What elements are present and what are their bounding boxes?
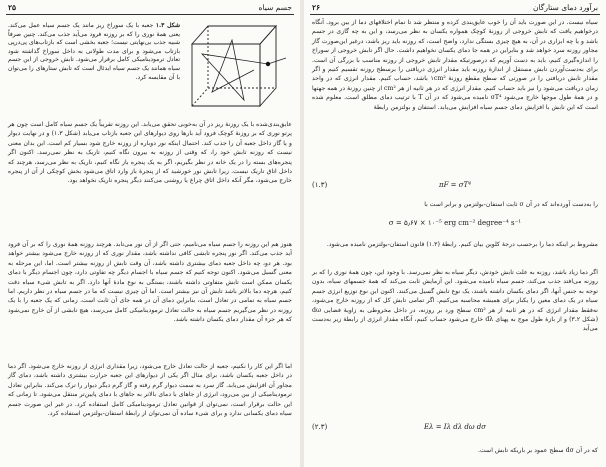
box-top-face [192, 26, 276, 44]
right-para-2: را به‌دست آورده‌اند که در آن σ ثابت استفان-بولتزمن و برابر است با [424, 201, 598, 208]
box-hole [266, 62, 270, 66]
caption-text: جعبه با یک سوراخ ریز مانند یک جسم سیاه عمل می‌کند. یعنی همهٔ نوری را که بر روزنه فرود می‌آید جذب می‌کند. چنین صرفاً شبیه جذب بی‌نهایتی نیست؛ جعبه بخشی است که بازتاب‌های پی‌درپی بازتاب می‌شود و برای مدت طولانی به داخل سوراخ گذاشته شود تعادل ترمودینامیکی کامل برقرار می‌شود. تابش خروجی از این جسم سیاه همانند یک جسم سیاه ایدئال است که تابش ستارهای را می‌توان با آن مقایسه کرد. [8, 22, 180, 81]
right-header-rule [310, 14, 600, 15]
left-para-3: اما اگر این کار را نکنیم، جعبه از حالت تعادل خارج می‌شود، زیرا مقداری انرژی از روزنه خارج می‌شود. اگر دما در داخل جعبه یکسان باشد، برای مثال اگر یکی از دیوارهای این جعبه حرارت بیشتری داشته باشد، دمای گاز مجاور آن افزایش می‌یابد. گاز سرد به سمت دیوار گرم رفته و گاز گرم دیگر دیوار را ترک می‌کند. بنابراین تعادل ترمودینامیکی از بین می‌رود، انرژی از جاهای با دمای بالاتر به جاهای با دمای پایین‌تر منتقل می‌شود. تا زمانی که این حالت برقرار است، نمی‌توان از قوانین تعادل ترمودینامیکی کامل استفاده کرد. در غیر این صورت جسم سیاه دمای یکسانی ندارد و برای شیء ساده آن نمی‌توان از رابطهٔ استفان-بولتزمن استفاده کرد. [8, 363, 292, 418]
equation-1-3-formula: πF = σT⁴ [438, 181, 472, 189]
equation-2-3 [312, 420, 598, 434]
left-page [0, 0, 300, 467]
sigma-formula: σ = ۵٫۶۷ × ۱۰⁻⁵ erg cm⁻² degree⁻⁴ s⁻¹ [388, 219, 522, 227]
left-para-1: عایق‌بندی‌شده با یک روزنهٔ ریز در آن به‌خوبی تحقق می‌یابد. این روزنه تقریباً یک جسم سیاه کامل است چون هر پرتو نوری که بر روزنهٔ کوچک فرود آید بارها روی دیوارهای این جعبه بازتاب می‌یابد (شکل ۱.۳) و در نهایت دیوار و یا گاز داخل جعبه آن را جذب کند. احتمال اینکه نور دوباره از روزنه خارج شود بسیار کم است. این بدان معنی نیست که روزنه تابش خود را، که وقتی از روزنه به بیرون نگاه کنیم، تاریک به نظر نمی‌رسد. اکنون اگر پنجره‌های بسته را در یک خانه در نظر بگیریم، اگر به یک پنجره باز نگاه کنیم، تاریک به نظر می‌رسد، هرچند که داخل اتاق تاریک نیست. زیرا تابش نور خورشید که از پنجرهٔ باز وارد اتاق می‌شود بخش کوچکی از آن از پنجره خارج می‌شود، مگر آنکه داخل اتاق چراغ یا روشنی می‌کنند دیگر پنجره تاریک نخواهد بود. [8, 121, 292, 185]
box-front-face [192, 44, 260, 106]
right-page [304, 0, 606, 467]
right-para-5: که در آن dσ سطح عمود بر باریکه تابش است. [478, 447, 598, 454]
caption-label: شکل ۱.۳ [155, 22, 180, 29]
sigma-equation [312, 216, 598, 230]
right-page-number: ۲۶ [312, 3, 321, 12]
right-para-4: اگر دما زیاد باشد، روزنه به علت تابش خودش، دیگر سیاه به نظر نمی‌رسد. با وجود این، چون همهٔ نوری را که بر روزنه می‌افتد جذب می‌کند، جسم سیاه نامیده می‌شود. این آزمایش ثابت می‌کند که همهٔ جسمهای سیاه، بدون توجه به جنس آنها، اگر دمای یکسان داشته باشند، یک نوع تابش گسیل می‌کنند. اکنون این نوع توزیع انرژی جسم سیاه در یک دمای معین را یکبار برای همیشه محاسبه می‌کنیم. اگر تمامی تابش کل که از روزنه خارج می‌شود، نه‌فقط مقدار انرژی که در هر ثانیه از هر cm² سطح ورد بر روزنه، در داخل مخروطی به زاویهٔ فضایی dω (شکل ۳.۲) و از بازهٔ طول موج به پهنای dλ خارج می‌شود حساب کنیم، آنگاه مقدار انرژی از رابطهٔ زیر به‌دست می‌آید [312, 269, 599, 333]
blackbody-box-figure [174, 18, 292, 118]
right-header-title: برآورد دمای ستارگان [533, 3, 598, 12]
equation-1-3-number: (۱.۳) [312, 181, 328, 189]
left-header-rule [6, 14, 294, 15]
left-header-title: جسم سیاه [258, 3, 292, 12]
figure-caption [8, 22, 180, 82]
equation-2-3-formula: Eλ = Iλ dλ dω dσ [423, 423, 487, 431]
equation-1-3 [312, 178, 598, 192]
right-para-3: مشروط بر اینکه دما را برحسب درجهٔ کلوین بیان کنیم. رابطهٔ (۱.۳) قانون استفان-بولتزمن نامیده می‌شود. [326, 241, 598, 248]
equation-2-3-number: (۲.۳) [312, 423, 328, 431]
box-hidden-edge-1 [192, 88, 208, 106]
left-para-2: هنوز هم این روزنه را جسم سیاه می‌نامیم، حتی اگر از آن نور می‌تابد. هرچند روزنه همهٔ نوری را که بر آن فرود آید جذب می‌کند. اگر نور پنجره تابشی کافی نداشته باشد، مقدار نوری که از روزنه خارج می‌شود بیشتر خواهد بود. هر دو، چه داخل جعبه دمای بیشتری داشته باشد، آن وقت تابش از روزنه بیشتر است. اما، این مرحله به معنی گسیل می‌شود. اکنون توجه کنیم که جسم سیاه با اجسام دیگر چه تفاوتی دارد، چون اجسام دیگر با دمای یکسان ممکن است تابش متفاوتی داشته باشند، بستگی به نوع مادهٔ آنها دارد. اگر به تابش شیء سیاه دقت کنیم، هرچه دما بالاتر باشد تابش آن نیز بیشتر است. اما آن چیزی نیست که ما در جسم سیاه در نظر داریم. اما جسم سیاه به تمامی در تعادل است، بنابراین دمای آن در همه جای آن ثابت است. زمانی که یک جعبه را با یک روزنه در نظر می‌گیریم جسم سیاه به حالت تعادل ترمودینامیکی کامل می‌رسد، هیچ تابشی از آن خارج نمی‌شود که هر جزء آن مقدار دمای یکسان داشته باشد. [8, 241, 292, 324]
left-page-number: ۲۵ [8, 3, 17, 12]
right-para-1: سیاه نیست. در این صورت باید آن را خوب عایق‌بندی کرده و منتظر شد تا تمام اختلافهای دما از بین برود. آنگاه درخواهیم یافت که تابش خروجی از روزنهٔ کوچک همواره یکسان به نظر می‌رسد، و این به چه گازی در جسم باشد و یا چه ابزاری در آن، به هیچ چیزی بستگی ندارد، واضح است، که روزنه باید ریز باشد، درغیر این‌صورت گاز مجاور روزنه سرد خواهد شد و بنابراین در همه جا دمای یکسان نخواهیم داشت. حال اگر تابش خروجی از سوراخ را اندازه‌گیری کنیم، باید به دست آوریم که درصورتیکه مقدار تابش خروجی از روزنه مناسب با بزرگی آن است. برای به‌دست‌آوردن تابش مستقل از اندازهٔ روزنه باید مقدار انرژی دریافتی را برسطح روزنه تقسیم کنیم و اگر مقدار تابش دریافتی را در صورتی که سطح مقطع روزنهٔ ۱cm² باشد، حساب کنیم. مقدار انرژی که در واحد زمان دریافت می‌شود را نیز باید حساب کنیم. مقدار انرژی که در هر ثانیه از هر cm² از چنین روزنهٔ در همه جهتها و در همهٔ طول موجها خارج می‌شود σT⁴ نامیده می‌شود که در آن T با ترتیب دمای مطلق است. معلوم شده است که این تابش با افزایش دمای جسم سیاه افزایش می‌یابد. استفان و بولتزمن رابطهٔ [312, 19, 598, 111]
